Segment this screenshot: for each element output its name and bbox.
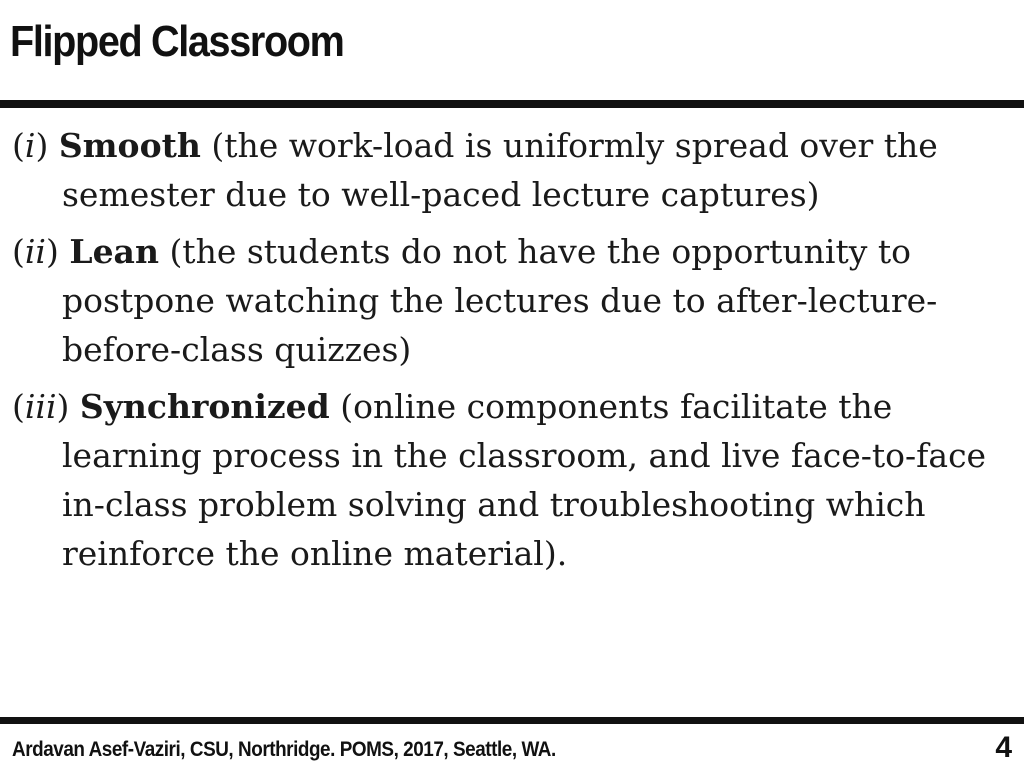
item-term: Smooth xyxy=(58,126,201,165)
item-numeral: iii xyxy=(24,387,57,426)
item-numeral: i xyxy=(24,126,36,165)
list-item: (ii) Lean (the students do not have the opportunity to postpone watching the lectures due to after-lecture-before-class quizzes) xyxy=(12,232,938,369)
item-term: Lean xyxy=(69,232,159,271)
item-description: (the students do not have the opportunity to postpone watching the lectures due to after-lecture-before-class quizzes) xyxy=(62,232,938,369)
list-item: (iii) Synchronized (online components facilitate the learning process in the classroom, and live face-to-face in-class problem solving and troubleshooting which reinforce the online material). xyxy=(12,387,987,573)
item-description: (online components facilitate the learning process in the classroom, and live face-to-face in-class problem solving and troubleshooting which reinforce the online material). xyxy=(62,387,987,573)
footer-citation: Ardavan Asef-Vaziri, CSU, Northridge. POMS, 2017, Seattle, WA. xyxy=(12,738,556,761)
footer-divider xyxy=(0,717,1024,724)
title-divider xyxy=(0,100,1024,108)
item-description: (the work-load is uniformly spread over the semester due to well-paced lecture captures) xyxy=(62,126,938,214)
item-term: Synchronized xyxy=(79,387,330,426)
slide-title: Flipped Classroom xyxy=(10,17,344,66)
page-number: 4 xyxy=(995,731,1012,764)
list-item: (i) Smooth (the work-load is uniformly spread over the semester due to well-paced lecture captures) xyxy=(12,126,938,214)
bullet-list xyxy=(12,121,1002,586)
item-numeral: ii xyxy=(24,232,46,271)
